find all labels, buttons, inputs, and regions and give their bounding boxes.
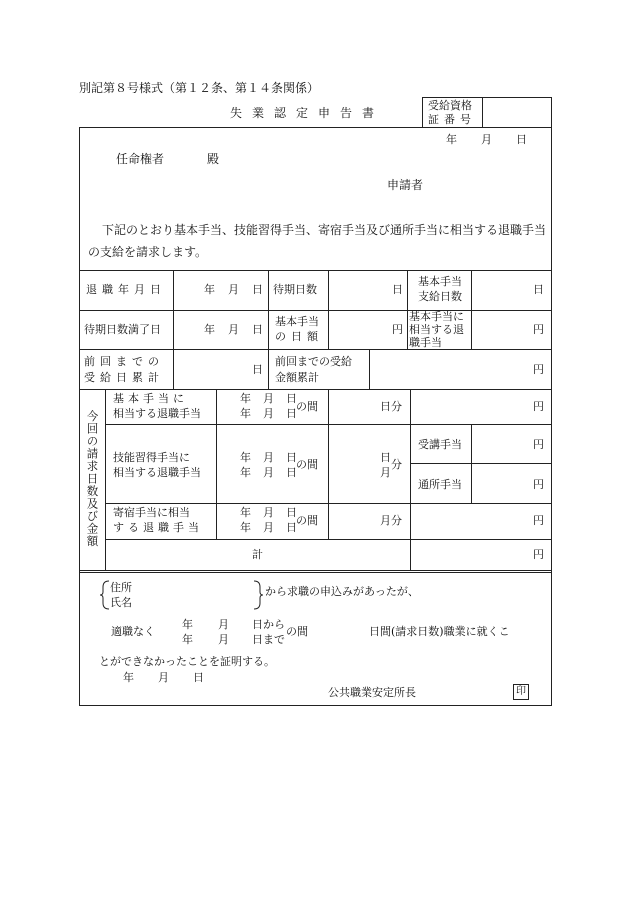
certify-text: とができなかったことを証明する。: [99, 655, 275, 668]
basic-paid-days-label-1: 基本手当: [418, 275, 462, 288]
cert-label-2: 証番号: [428, 113, 476, 126]
basic-paid-days-label-2: 支給日数: [418, 290, 462, 303]
cert-number-field[interactable]: [484, 100, 548, 124]
row-basic-label-2: 相当する退職手当: [113, 407, 201, 420]
until-text: 日まで: [252, 633, 285, 646]
left-brace-icon: [100, 580, 110, 610]
cert-label-1: 受給資格: [428, 99, 472, 112]
without-reason: 適職なく: [111, 625, 155, 638]
skill-unit-suffix: 分: [391, 458, 402, 471]
request-line-1: 下記のとおり基本手当、技能習得手当、寄宿手当及び通所手当に相当する退職手当: [102, 223, 547, 237]
from-text: 日から: [252, 618, 285, 631]
proof-applied-text: から求職の申込みがあったが、: [265, 585, 419, 598]
addressee-suffix: 殿: [207, 152, 220, 166]
daily-amount-label-1: 基本手当: [275, 315, 319, 328]
row-skill-label-1: 技能習得手当に: [113, 451, 190, 464]
row-board-label-1: 寄宿手当に相当: [113, 506, 190, 519]
proof-address-label: 住所: [110, 581, 132, 594]
daily-amount-label-2: の日額: [275, 330, 323, 343]
page: 別記第８号様式（第１２条、第１４条関係） 失業認定申告書 受給資格 証番号 年 月 日 任命権者 殿 申請者 下記のとおり基本手当、技能習得手当、寄宿手当及び通所手当に相当する退職手当 の支給を請求します。 退職年月日 年 月 日 待期日数 日 基本手当 支給日数 日 待期日数満了日 年 月 日 基本手当 の日額 円 基本手当に 相当する退 職手当 円 前回までの 受給日累計 日 前回までの受給 金額累計 円 今回の請求日数及び金額 基本手当に 相当する退職手当 年 月 日 年 月 日 の間 日分 円 技能習得手当に 相当する退職手当 年 月 日 年 月 日 の間 日 月 分 受講手当 円 通所手当 円 寄宿手当に相当 する退職手当 年 月 日 年 月 日 の間 月分 円 計 円 住所 氏名 から求職の申込みがあったが、 適職なく 年 月 日から 年 月 日まで の間 日間(請求日数)職業に就くこ とができなかったことを証明する。 年 月 日 公共職業安定所長 印: [0, 0, 630, 903]
date-year: 年: [446, 133, 457, 146]
days-text: 日間(請求日数)職業に就くこ: [369, 625, 510, 638]
lecture-label: 受講手当: [418, 438, 462, 451]
prev-days-label-1: 前回までの: [84, 355, 164, 368]
this-time-vertical-label: 今回の請求日数及び金額: [85, 410, 100, 548]
total-label: 計: [252, 548, 263, 561]
waiting-days-label: 待期日数: [273, 283, 317, 296]
right-brace-icon: [253, 580, 263, 610]
date-month: 月: [481, 133, 492, 146]
request-line-2: の支給を請求します。: [88, 245, 208, 259]
commute-label: 通所手当: [418, 478, 462, 491]
form-number: 別記第８号様式（第１２条、第１４条関係）: [79, 81, 320, 95]
retire-date-label: 退職年月日: [86, 283, 166, 296]
row-skill-label-2: 相当する退職手当: [113, 466, 201, 479]
office-label: 公共職業安定所長: [328, 686, 416, 699]
addressee: 任命権者: [116, 152, 165, 166]
row-basic-label-1: 基本手当に: [113, 392, 188, 405]
basic-equiv-label-2: 相当する退: [409, 323, 464, 336]
prev-amount-label-2: 金額累計: [275, 371, 319, 384]
basic-equiv-label-3: 職手当: [409, 336, 442, 349]
form-title: 失業認定申告書: [230, 106, 385, 120]
date-day: 日: [516, 133, 527, 146]
applicant-label: 申請者: [387, 178, 424, 192]
proof-name-label: 氏名: [110, 596, 132, 609]
prev-days-label-2: 受給日累計: [84, 371, 164, 384]
basic-equiv-label-1: 基本手当に: [409, 310, 464, 323]
waiting-end-label: 待期日数満了日: [84, 323, 161, 336]
row-board-label-2: する退職手当: [113, 521, 203, 534]
seal-stamp: 印: [513, 684, 529, 700]
prev-amount-label-1: 前回までの受給: [275, 355, 352, 368]
applicant-field[interactable]: [430, 174, 545, 194]
